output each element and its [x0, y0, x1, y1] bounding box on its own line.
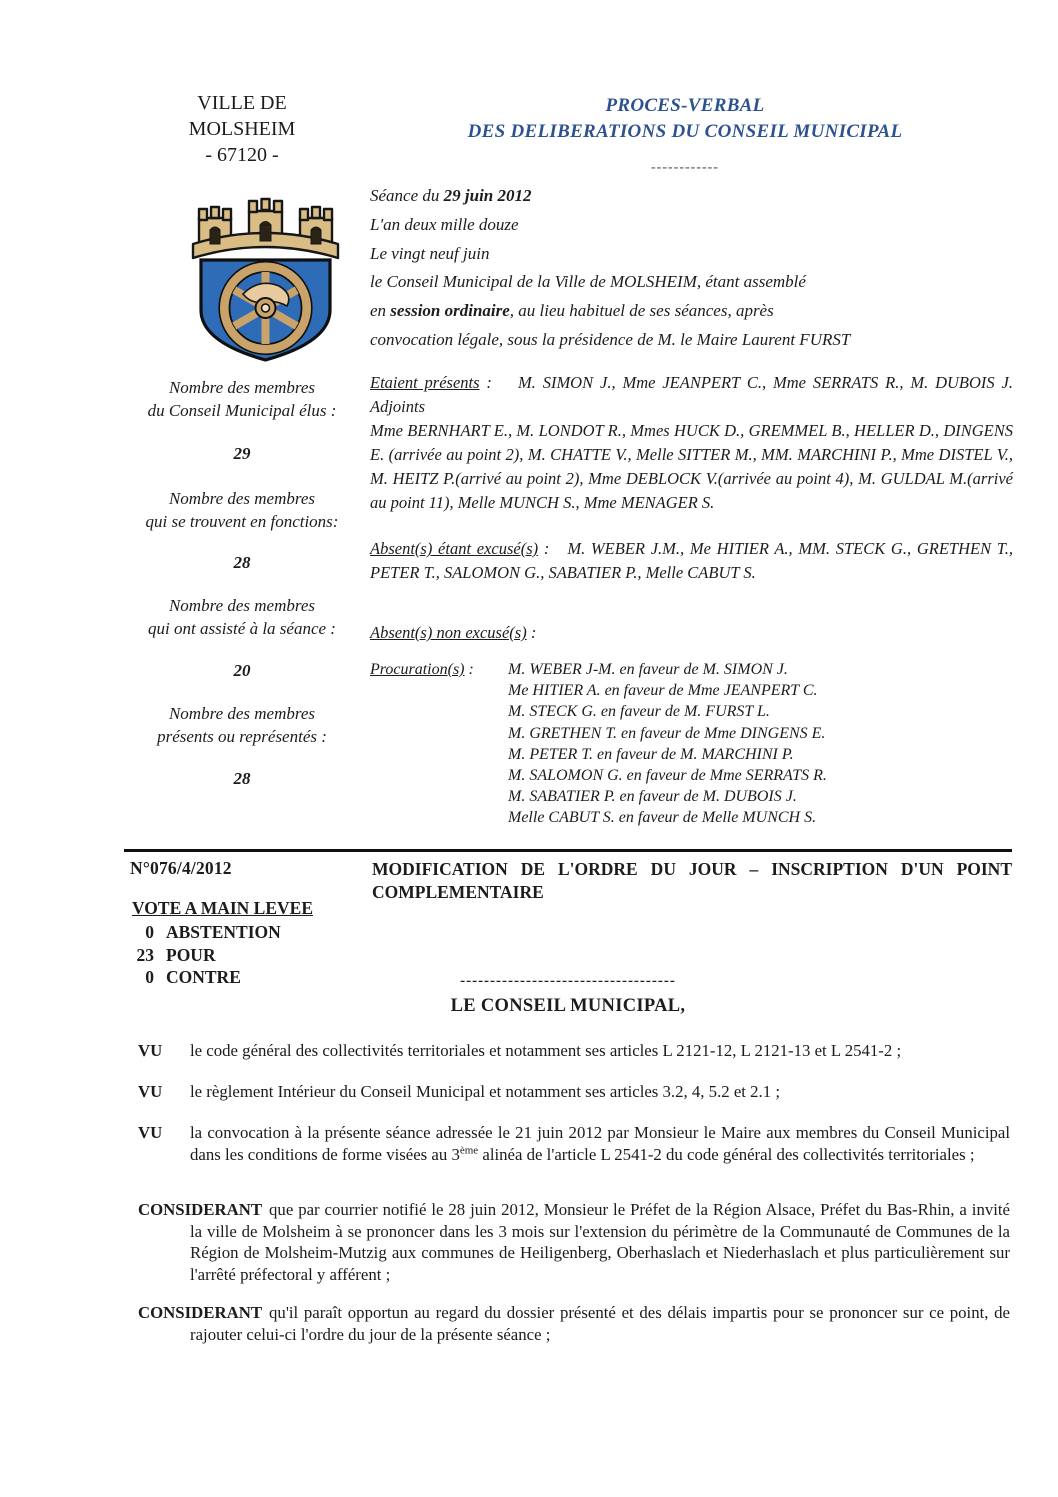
seance-line: en session ordinaire, au lieu habituel de ses séances, après	[370, 301, 774, 321]
clause-vu-2: VU le règlement Intérieur du Conseil Municipal et notamment ses articles 3.2, 4, 5.2 et 2.1 ;	[138, 1082, 780, 1101]
seance-line: Le vingt neuf juin	[370, 243, 490, 263]
absents-not-excused-block: Absent(s) non excusé(s) :	[370, 623, 537, 642]
section-divider-rule	[124, 849, 1012, 852]
seance-line: le Conseil Municipal de la Ville de MOLSHEIM, étant assemblé	[370, 272, 806, 292]
membership-fonctions-label: Nombre des membres qui se trouvent en fonctions:	[145, 489, 339, 531]
procuration-item: M. WEBER J-M. en faveur de M. SIMON J.	[508, 661, 788, 678]
procurations-block: Procuration(s) : M. WEBER J-M. en faveur de M. SIMON J. Me HITIER A. en faveur de Mme JEANPERT C. M. STECK G. en faveur de M. FURST L. M. GRETHEN T. en faveur de Mme DINGENS E. M. PETER T. en faveur de M. MARCHINI P. M. SALOMON G. en faveur de Mme SERRATS R. M. SABATIER P. en faveur de M. DUBOIS J. Melle CABUT S. en faveur de Melle MUNCH S.	[370, 659, 1015, 829]
city-line-2: MOLSHEIM	[188, 118, 296, 140]
city-line-1: VILLE DE	[197, 92, 287, 114]
molsheim-coat-of-arms-icon	[183, 192, 348, 364]
membership-assiste-label: Nombre des membres qui ont assisté à la séance :	[148, 596, 336, 638]
procurations-list	[508, 659, 827, 829]
procuration-item: M. SABATIER P. en faveur de M. DUBOIS J.	[508, 788, 797, 806]
membership-representes-value: 28	[233, 769, 251, 788]
membership-fonctions-value: 28	[233, 553, 251, 572]
vote-row-contre: 0 CONTRE	[145, 967, 241, 987]
procuration-item: M. PETER T. en faveur de M. MARCHINI P.	[508, 745, 794, 763]
presents-line: Etaient présents : M. SIMON J., Mme JEANPERT C., Mme SERRATS R., M. DUBOIS J. Adjoints	[370, 373, 1013, 416]
membership-representes-label: Nombre des membres présents ou représentés :	[157, 704, 327, 746]
document-title-line-1: PROCES-VERBAL	[605, 95, 765, 116]
procuration-item: M. SALOMON G. en faveur de Mme SERRATS R.	[508, 767, 827, 785]
seance-line: convocation légale, sous la présidence de M. le Maire Laurent FURST	[370, 329, 851, 349]
membership-elus-value: 29	[233, 444, 251, 463]
membership-assiste-value: 20	[233, 661, 251, 680]
vote-row-abstention: 0 ABSTENTION	[145, 922, 281, 942]
council-heading: LE CONSEIL MUNICIPAL,	[450, 996, 686, 1016]
presents-continued: Mme BERNHART E., M. LONDOT R., Mmes HUCK D., GREMMEL B., HELLER D., DINGENS E. (arrivée au point 2), M. CHATTE V., Melle SITTER M., MM. MARCHINI P., Mme DISTEL V., M. HEITZ P.(arrivé au point 2), Mme DEBLOCK V.(arrivée au point 4), M. GULDAL M.(arrivé au point 11), Melle MUNCH S., Mme MENAGER S.	[370, 421, 1013, 512]
procuration-item: M. GRETHEN T. en faveur de Mme DINGENS E.	[508, 724, 826, 742]
deliberation-number: N°076/4/2012	[130, 858, 232, 878]
absents-excused-label: Absent(s) étant excusé(s)	[370, 539, 539, 558]
superscript: ème	[459, 1143, 479, 1156]
clause-vu-1: VU le code général des collectivités territoriales et notamment ses articles L 2121-12, L 2121-13 et L 2541-2 ;	[138, 1041, 902, 1060]
city-block	[122, 90, 362, 168]
title-divider: ------------	[651, 160, 719, 175]
absents-not-excused-label: Absent(s) non excusé(s)	[370, 623, 527, 642]
deliberation-title: MODIFICATION DE L'ORDRE DU JOUR – INSCRIPTION D'UN POINT COMPLEMENTAIRE	[372, 859, 1012, 902]
procurations-label: Procuration(s)	[370, 661, 465, 678]
seance-date: 29 juin 2012	[443, 186, 532, 205]
document-title-line-2: DES DELIBERATIONS DU CONSEIL MUNICIPAL	[467, 121, 903, 142]
procuration-item: Melle CABUT S. en faveur de Melle MUNCH S.	[508, 809, 817, 827]
presents-label: Etaient présents	[370, 373, 480, 392]
vote-heading: VOTE A MAIN LEVEE	[132, 898, 314, 918]
seance-intro	[370, 182, 1016, 355]
membership-elus-label: Nombre des membres du Conseil Municipal élus :	[147, 378, 337, 420]
absents-excused-block: Absent(s) étant excusé(s) : M. WEBER J.M., Me HITIER A., MM. STECK G., GRETHEN T., PETER T., SALOMON G., SABATIER P., Melle CABUT S.	[370, 539, 1013, 582]
vote-row-pour: 23 POUR	[136, 944, 216, 965]
city-line-3: - 67120 -	[205, 144, 279, 166]
procuration-item: Me HITIER A. en faveur de Mme JEANPERT C.	[508, 682, 818, 700]
procuration-item: M. STECK G. en faveur de M. FURST L.	[508, 703, 770, 721]
center-divider: ------------------------------------	[460, 973, 676, 989]
clause-considerant-2: CONSIDERANT qu'il paraît opportun au regard du dossier présenté et des délais impartis pour se prononcer sur ce point, de rajouter celui-ci l'ordre du jour de la présente séance ;	[138, 1303, 1010, 1344]
clause-vu-3: VU la convocation à la présente séance adressée le 21 juin 2012 par Monsieur le Maire aux membres du Conseil Municipal dans les conditions de forme visées au 3ème alinéa de l'article L 2541-2 du code général des collectivités territoriales ;	[138, 1123, 1010, 1164]
seance-line: Séance du 29 juin 2012	[370, 186, 532, 205]
clause-considerant-1: CONSIDERANT que par courrier notifié le 28 juin 2012, Monsieur le Préfet de la Région Alsace, Préfet du Bas-Rhin, a invité la ville de Molsheim à se prononcer dans les 3 mois sur l'extension du périmètre de la Communauté de Communes de la Région de Molsheim-Mutzig aux communes de Heiligenberg, Oberhaslach et Niederhaslach et plus particulièrement sur l'arrêté préfectoral y afférent ;	[138, 1200, 1010, 1284]
presents-block	[370, 371, 1013, 515]
seance-line: L'an deux mille douze	[370, 214, 519, 234]
document-title	[355, 93, 1015, 145]
